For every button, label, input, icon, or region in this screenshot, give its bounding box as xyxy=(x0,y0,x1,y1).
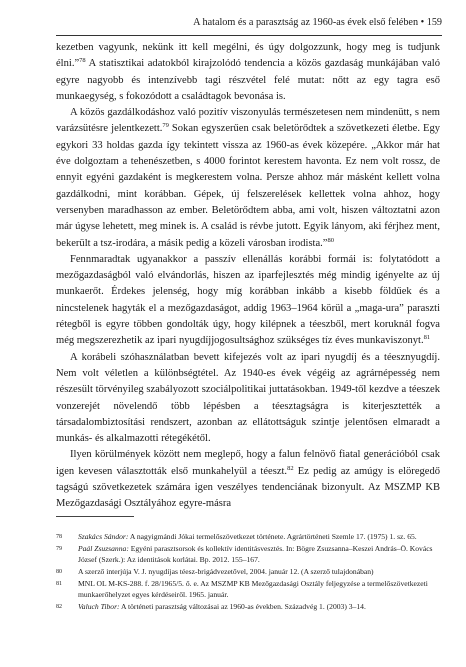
paragraph-4 xyxy=(56,350,440,448)
footnote-text: MNL OL M-KS-288. f. 28/1965/5. ő. e. Az MSZMP KB Mezőgazdasági Osztály feljegyzése a termelőszövetkezeti munkaerőhelyzet egyes kérdéseiről. 1965. január. xyxy=(78,579,428,600)
paragraph-1 xyxy=(56,40,440,105)
footnote-number: 80 xyxy=(56,569,62,576)
footnote-author: Paál Zsuzsanna: xyxy=(78,544,129,554)
paragraph-text: Fennmaradtak ugyanakkor a passzív ellenállás korábbi formái is: folytatódott a mezőgazdaságból való elvándorlás, hiszen az iparfejlesztés még mindig igényelte az új munkaerőt. Érdekes jelenség, hogy míg korábban inkább a kisebb földűek és a nincstelenek hagyták el a mezőgazdaságot, addig 1963–1964 körül a „maga-ura” paraszti rétegből is egyre többen gondolták úgy, hogy kilépnek a téeszből, mert koruknál fogva még megszerezhetik az ipari nyugdíjjogosultsághoz szükséges tíz éves munkaviszonyt. xyxy=(56,253,440,347)
page-number: 159 xyxy=(426,17,442,28)
paragraph-3 xyxy=(56,252,440,350)
footnote-number: 82 xyxy=(56,604,62,611)
footnote-79 xyxy=(56,544,440,565)
footnote-number: 81 xyxy=(56,581,62,588)
paragraph-text: Ez pedig az amúgy is elöregedő tagságú szövetkezetek számára igen veszélyes tendenciának bizonyult. Az MSZMP KB Mezőgazdasági Osztályához egyre-másra xyxy=(56,465,441,510)
footnote-78 xyxy=(56,532,440,543)
footnote-text: A történeti parasztság változásai az 1960-as években. Századvég 1. (2003) 3–14. xyxy=(119,602,366,612)
header-separator: • xyxy=(420,17,425,28)
main-text xyxy=(56,40,440,513)
footnote-number: 79 xyxy=(56,546,62,553)
footnote-text: A szerző interjúja V. J. nyugdíjas téesz-brigádvezetővel, 2004. január 12. (A szerző tulajdonában) xyxy=(78,567,374,577)
footnote-number: 78 xyxy=(56,534,62,540)
footnote-author: Valuch Tibor: xyxy=(78,602,120,612)
paragraph-5 xyxy=(56,447,440,512)
paragraph-text: Ilyen körülmények között nem meglepő, hogy a falun felnövő fiatal generációból csak igen kevesen választották első munkahelyül a téeszt. xyxy=(56,449,440,477)
paragraph-text: A statisztikai adatokból kirajzolódó tendencia a közös gazdaság munkájában való egyre nagyobb és intenzívebb tagi részvétel felé mutat: nőtt az egy tagra eső munkaegység, s fokozódott a családtagok bevonása is. xyxy=(56,58,440,102)
paragraph-text: kezetben vagyunk, nekünk itt kell megélni, és úgy dolgozzunk, hogy meg is tudjunk élni.” xyxy=(56,42,440,70)
footnote-rule xyxy=(56,516,134,517)
running-header xyxy=(193,17,442,28)
paragraph-text: A közös gazdálkodáshoz való pozitív viszonyulás természetesen nem mindenütt, s nem varázsütésre jelentkezett. xyxy=(56,107,440,135)
header-rule xyxy=(56,35,442,36)
footnote-ref-82[interactable]: 82 xyxy=(287,464,294,472)
footnotes xyxy=(56,532,440,614)
paragraph-text: Sokan egyszerűen csak beletörődtek a szövetkezeti életbe. Egy egykori 33 holdas gazda így tekintett vissza az 1960-as évek közepére. „Akkor már hat éve dolgoztam a tehenészetben, s 4000 forintot kerestem havonta. Ez nem volt rossz, de ennyit egyéni gazdaként is megkerestem volna. Persze ahhoz már másként kellett volna gazdálkodni, mint korábban. Gépek, új felszerelések kellettek volna ahhoz, hogy versenyben maradhasson az ember. Beletörődtem abba, ami volt, hiszen változtatni azon már úgyse lehetett, meg minek is. A család is révbe jutott. Egyik lányom, aki férjhez ment, bekerült a tsz-irodára, a másik pedig a közeli városban irodista.” xyxy=(56,123,440,249)
footnote-81 xyxy=(56,579,440,600)
paragraph-2 xyxy=(56,105,440,252)
footnote-ref-78[interactable]: 78 xyxy=(79,57,86,65)
footnote-80 xyxy=(56,567,440,578)
footnote-text: A nagyigmándi Jókai termelőszövetkezet története. Agrártörténeti Szemle 17. (1975) 1. sz. 65. xyxy=(128,532,417,541)
paragraph-text: A korábeli szóhasználatban bevett kifejezés volt az ipari nyugdíj és a téesznyugdíj. Nem volt véletlen a különbségtétel. Az 1940-es évek végéig az agrárnépesség nem részesült törvényileg szabályozott szociálpolitikai juttatásokban. 1949-től kezdve a téeszek vonzerejét növelendő több lépésben a téesztagságra is kiterjesztették a társadalombiztosítási rendszert, azonban az ellátottságuk szintje jelentősen elmaradt a munkás- és alkalmazotti rétegékétől. xyxy=(56,351,440,445)
running-title: A hatalom és a parasztság az 1960-as évek első felében xyxy=(193,17,419,28)
footnote-ref-80[interactable]: 80 xyxy=(327,236,334,244)
footnote-ref-79[interactable]: 79 xyxy=(162,122,169,130)
footnote-ref-81[interactable]: 81 xyxy=(423,334,431,342)
footnote-82 xyxy=(56,602,440,613)
footnote-text: Egyéni parasztsorsok és kollektív identitásvesztés. In: Bögre Zsuzsanna–Keszei András–Ö. Kovács József (Szerk.): Az identitások korlátai. Bp. 2012. 155–167. xyxy=(78,544,433,564)
footnote-author: Szakács Sándor: xyxy=(78,532,129,541)
